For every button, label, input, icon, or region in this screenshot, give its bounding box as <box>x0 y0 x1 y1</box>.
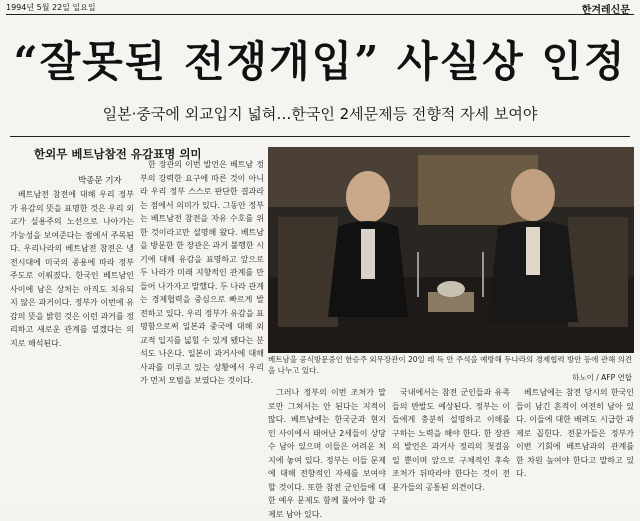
photo-caption <box>268 354 634 384</box>
byline: 박종문 기자 <box>78 176 122 186</box>
caption-text: 베트남을 공식방문중인 한승주 외무장관이 20일 레 득 안 주석을 예방해 두나라의 경제협력 방안 등에 관해 의견을 나누고 있다. <box>268 355 633 375</box>
news-photo <box>268 147 634 353</box>
article-column-1 <box>10 188 134 498</box>
photo-credit: 하노이 / AFP 연합 <box>572 373 632 382</box>
subheadline: 일본·중국에 외교입지 넓혀…한국인 2세문제등 전향적 자세 보여야 <box>102 105 538 123</box>
column-3-text: 그러나 정부의 이번 조처가 말로만 그쳐서는 안 된다는 지적이 많다. 베트남에는 한국군과 현지인 사이에서 태어난 2세들이 상당수 남아 있으며 이들은 어려운 처지에 놓여 있다. 정부는 이들 문제에 대해 전향적인 자세를 보여야 할 것이다. 또한 참전 군인들에 대한 예우 문제도 함께 풀어야 할 과제로 남아 있다. <box>268 388 386 519</box>
article-column-5 <box>516 386 634 500</box>
section-title: 한외무 베트남참전 유감표명 의미 <box>34 147 202 161</box>
masthead-rule <box>6 14 634 15</box>
article-column-4 <box>392 386 510 500</box>
column-1-text: 베트남전 참전에 대해 우리 정부가 유감의 뜻을 표명한 것은 우리 외교가 실용주의 노선으로 나아가는 가능성을 보여준다는 점에서 주목된다. 우리나라의 베트남전 참전은 냉전시대에 미국의 종용에 따라 정부 주도로 이뤄졌다. 한국인 베트남인 사이에 남은 상처는 아직도 치유되지 않은 과거이다. 정부가 이번에 유감의 뜻을 밝힌 것은 이런 과거를 정리하고 새로운 관계를 열겠다는 의지로 해석된다. <box>10 190 134 348</box>
headline: “잘못된 전쟁개입” 사실상 인정 <box>13 37 627 86</box>
masthead-strip <box>6 1 634 14</box>
issue-date: 1994년 5월 22일 일요일 <box>6 3 96 12</box>
column-2-text: 한 장관의 이번 발언은 베트남 정부의 강력한 요구에 따른 것이 아니라 우리 정부 스스로 판단한 결과라는 점에서 의미가 있다. 그동안 정부는 베트남전 참전을 자유 수호를 위한 것이라고만 설명해 왔다. 베트남을 방문한 한 장관은 과거 불행한 시기에 대해 유감을 표명하고 앞으로 두 나라가 미래 지향적인 관계를 만들어 나가자고 말했다. 두 나라 관계는 경제협력을 중심으로 빠르게 발전하고 있다. 우리 정부가 유감을 표명함으로써 일본과 중국에 대해 외교적 입지를 넓힐 수 있게 됐다는 분석도 나온다. 일본이 과거사에 대해 사과를 미루고 있는 상황에서 우리가 먼저 모범을 보였다는 것이다. <box>140 160 264 385</box>
newspaper-name: 한겨레신문 <box>581 5 630 16</box>
article-column-2 <box>140 158 264 498</box>
headline-rule <box>10 136 630 137</box>
column-5-text: 베트남에는 참전 당시의 한국인들이 남긴 흔적이 여전히 남아 있다. 이들에 대한 배려도 시급한 과제로 꼽힌다. 전문가들은 정부가 이번 기회에 베트남과의 관계를 한 차원 높여야 한다고 말하고 있다. <box>516 388 634 478</box>
photo-illustration <box>268 147 634 353</box>
column-4-text: 국내에서는 참전 군인들과 유족들의 반발도 예상된다. 정부는 이들에게 충분히 설명하고 이해를 구하는 노력을 해야 한다. 한 장관의 발언은 과거사 정리의 첫걸음일 뿐이며 앞으로 구체적인 후속 조처가 뒤따라야 한다는 것이 전문가들의 공통된 의견이다. <box>392 388 510 492</box>
article-column-3 <box>268 386 386 519</box>
